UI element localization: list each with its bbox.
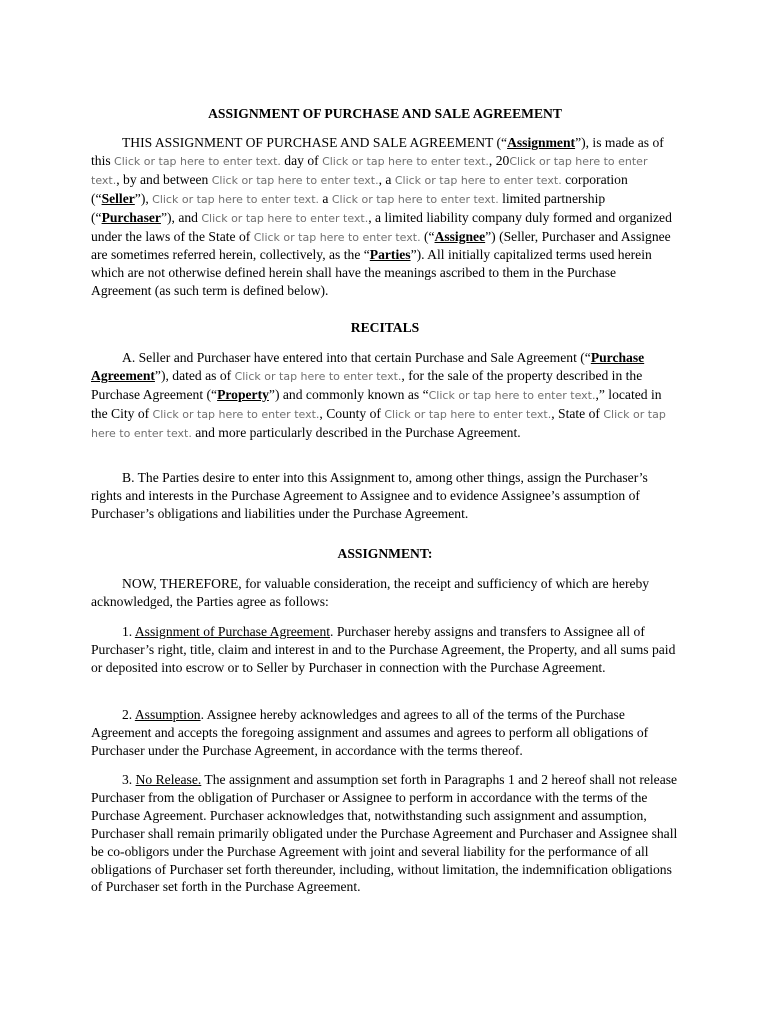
defined-term: Assignment: [507, 135, 576, 150]
placeholder-field[interactable]: Click or tap here to enter text.: [428, 388, 596, 402]
placeholder-field[interactable]: Click or tap here to enter text.: [114, 154, 281, 168]
section-2: 2. Assumption. Assignee hereby acknowledges and agrees to all of the terms of the Purchase Agreement and accepts the foregoing assignment and assumes and agrees to perform all obligations of Purchaser under the Purchase Agreement, in accordance with the terms thereof.: [91, 707, 649, 758]
placeholder-field[interactable]: Click or tap here to enter text.: [331, 192, 499, 206]
placeholder-field[interactable]: Click or tap here to enter text.: [201, 211, 369, 225]
section-3: 3. No Release. The assignment and assumption set forth in Paragraphs 1 and 2 hereof shall not release Purchaser from the obligation of Purchaser or Assignee to perform in accordance with the terms of the Purchase Agreement. Purchaser acknowledges that, notwithstanding such assignment and assumption, Purchaser shall remain primarily obligated under the Purchase Agreement and Purchaser and Assignee shall be co-obligors under the Purchase Agreement with joint and several liability for the performance of all obligations of Purchaser set forth thereunder, including, without limitation, the indemnification obligations of Purchaser set forth in the Purchase Agreement.: [91, 772, 678, 895]
defined-term: Purchaser: [101, 209, 161, 225]
defined-term: Assignee: [434, 228, 486, 244]
recital-a: A. Seller and Purchaser have entered into that certain Purchase and Sale Agreement (“Purchase Agreement”), dated as of Click or tap here to enter text., for the sale of the property described in the Purchase Agreement (“Property”) and commonly known as “Click or tap here to enter text.,” located in the City of Click or tap here to enter text., County of Click or tap here to enter text., State of Click or tap here to enter text. and more particularly described in the Purchase Agreement.: [91, 350, 666, 440]
recital-b: B. The Parties desire to enter into this Assignment to, among other things, assign the Purchaser’s rights and interests in the Purchase Agreement to Assignee and to evidence Assignee’s assumption of Purchaser’s obligations and liabilities under the Purchase Agreement.: [91, 470, 648, 521]
placeholder-field[interactable]: Click or tap here to enter text.: [253, 230, 421, 244]
document-title: ASSIGNMENT OF PURCHASE AND SALE AGREEMENT: [208, 106, 562, 121]
placeholder-field[interactable]: Click or tap here to enter text.: [91, 154, 648, 187]
intro-paragraph: THIS ASSIGNMENT OF PURCHASE AND SALE AGREEMENT (“Assignment”), is made as of this Click or tap here to enter text. day of Click or tap here to enter text., 20Click or tap here to enter text., by and between Click or tap here to enter text., a Click or tap here to enter text. corporation (“Seller”), Click or tap here to enter text. a Click or tap here to enter text. limited partnership (“Purchaser”), and Click or tap here to enter text., a limited liability company duly formed and organized under the laws of the State of Click or tap here to enter text. (“Assignee”) (Seller, Purchaser and Assignee are sometimes referred herein, collectively, as the “Parties”). All initially capitalized terms used herein which are not otherwise defined herein shall have the meanings ascribed to them in the Purchase Agreement (as such term is defined below).: [91, 135, 672, 299]
defined-term: Property: [217, 386, 269, 402]
placeholder-field[interactable]: Click or tap here to enter text.: [234, 369, 402, 383]
placeholder-field[interactable]: Click or tap here to enter text.: [211, 173, 379, 187]
section-title: Assignment of Purchase Agreement: [134, 624, 331, 639]
placeholder-field[interactable]: Click or tap here to enter text.: [152, 192, 319, 206]
defined-term: Purchase Agreement: [91, 350, 645, 383]
defined-term: Seller: [101, 190, 135, 206]
placeholder-field[interactable]: Click or tap here to enter text.: [384, 407, 552, 421]
defined-term: Parties: [369, 247, 411, 263]
placeholder-field[interactable]: Click or tap here to enter text.: [394, 173, 562, 187]
section-title: Assumption: [134, 707, 201, 722]
recitals-heading: RECITALS: [350, 320, 420, 335]
placeholder-field[interactable]: Click or tap here to enter text.: [322, 154, 489, 168]
section-1: 1. Assignment of Purchase Agreement. Purchaser hereby assigns and transfers to Assignee all of Purchaser’s right, title, claim and interest in and to the Purchase Agreement, the Property, and all sums paid or deposited into escrow or to Seller by Purchaser in connection with the Purchase Agreement.: [91, 624, 676, 675]
now-therefore-paragraph: NOW, THEREFORE, for valuable consideration, the receipt and sufficiency of which are hereby acknowledged, the Parties agree as follows:: [91, 576, 650, 609]
placeholder-field[interactable]: Click or tap here to enter text.: [152, 407, 320, 421]
assignment-heading: ASSIGNMENT:: [337, 546, 433, 561]
section-title: No Release.: [135, 772, 202, 787]
placeholder-field[interactable]: Click or tap here to enter text.: [91, 407, 666, 440]
